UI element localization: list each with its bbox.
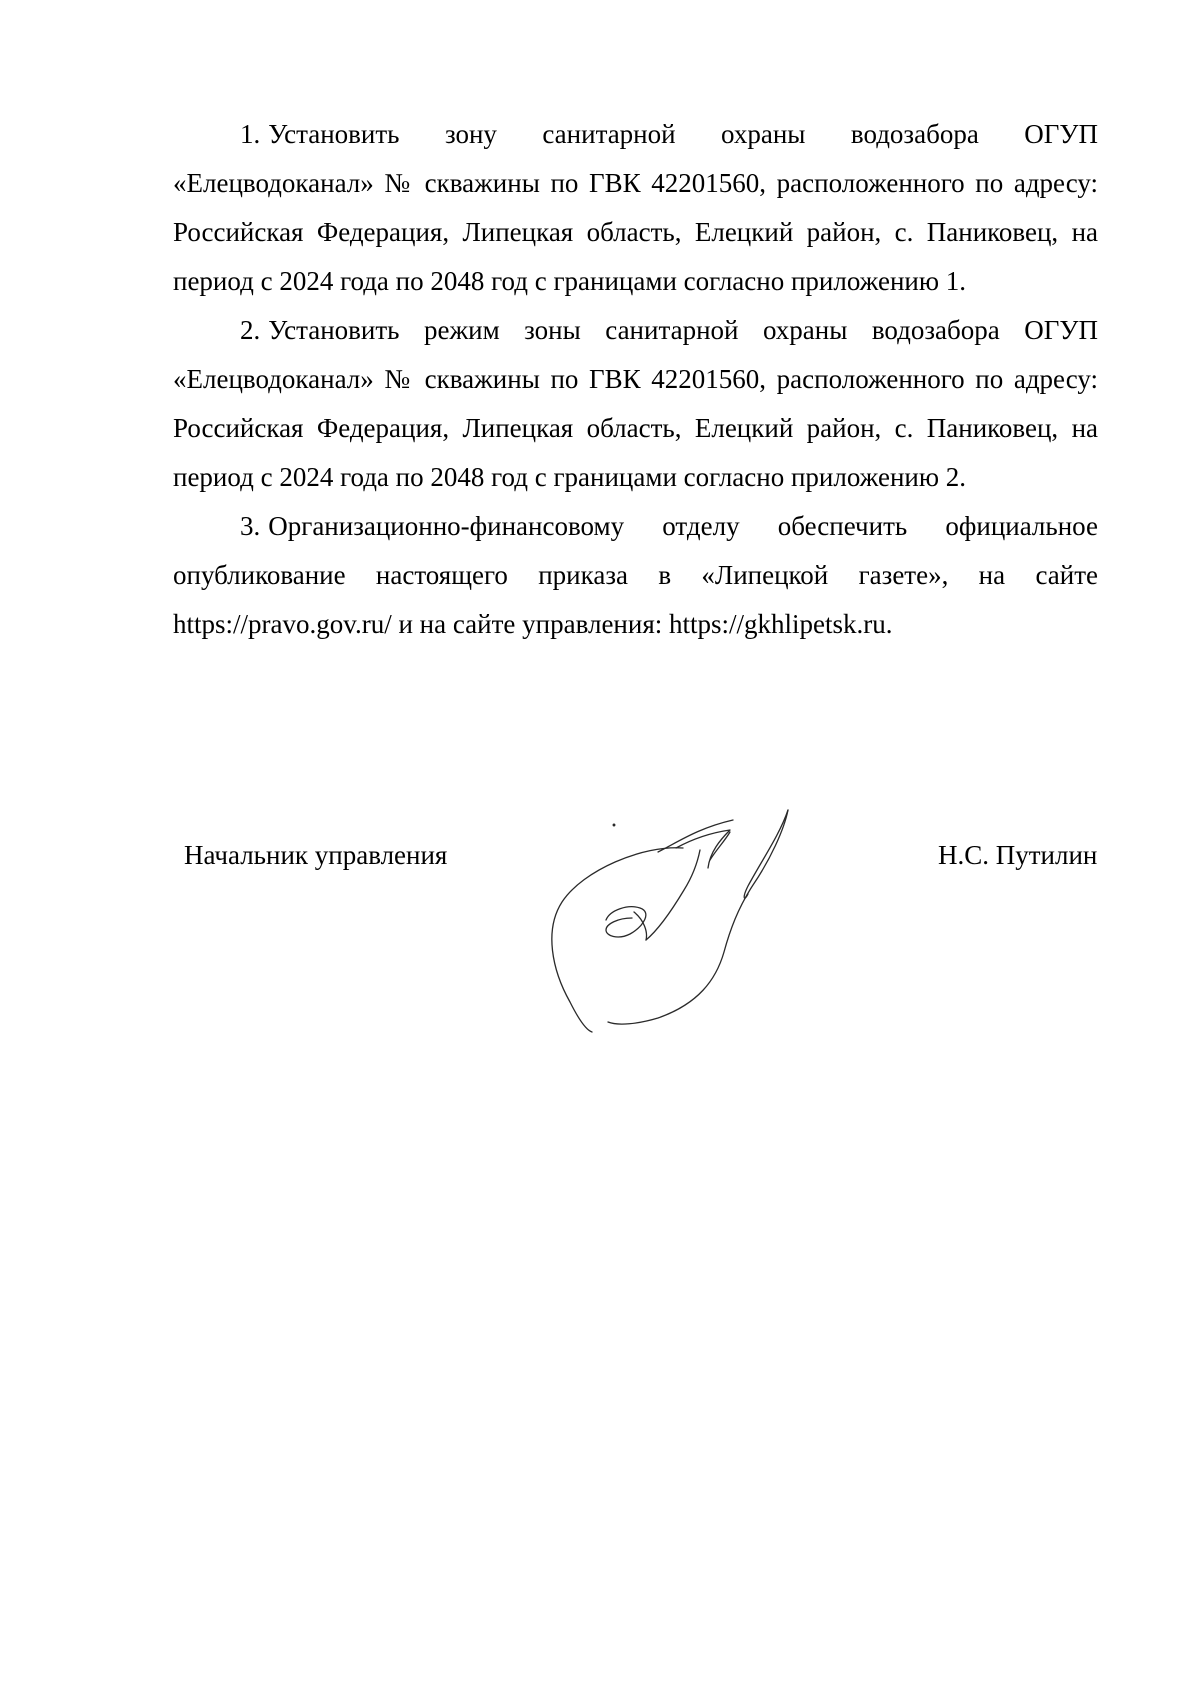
handwritten-signature: [548, 790, 838, 1040]
paragraph-number: 3.: [240, 511, 261, 541]
paragraph-3: [173, 502, 1098, 649]
document-body: [173, 110, 1098, 649]
paragraph-number: 1.: [240, 119, 261, 149]
signatory-name: Н.С. Путилин: [938, 840, 1098, 870]
paragraph-2: [173, 306, 1098, 502]
paragraph-1: [173, 110, 1098, 306]
paragraph-number: 2.: [240, 315, 261, 345]
paragraph-text: Установить режим зоны санитарной охраны водозабора ОГУП «Елецводоканал» № скважины по ГВК 42201560, расположенного по адресу: Российская Федерация, Липецкая область, Елецкий район, с. Паниковец, на период с 2024 года по 2048 год с границами согласно приложению 2.: [173, 315, 1098, 492]
paragraph-text: Организационно-финансовому отделу обеспечить официальное опубликование настоящего приказа в «Липецкой газете», на сайте https://pravo.gov.ru/ и на сайте управления: https://gkhlipetsk.ru.: [173, 511, 1098, 639]
signature-block: [0, 790, 1200, 1050]
signatory-position: Начальник управления: [184, 840, 448, 870]
paragraph-text: Установить зону санитарной охраны водозабора ОГУП «Елецводоканал» № скважины по ГВК 42201560, расположенного по адресу: Российская Федерация, Липецкая область, Елецкий район, с. Паниковец, на период с 2024 года по 2048 год с границами согласно приложению 1.: [173, 119, 1098, 296]
